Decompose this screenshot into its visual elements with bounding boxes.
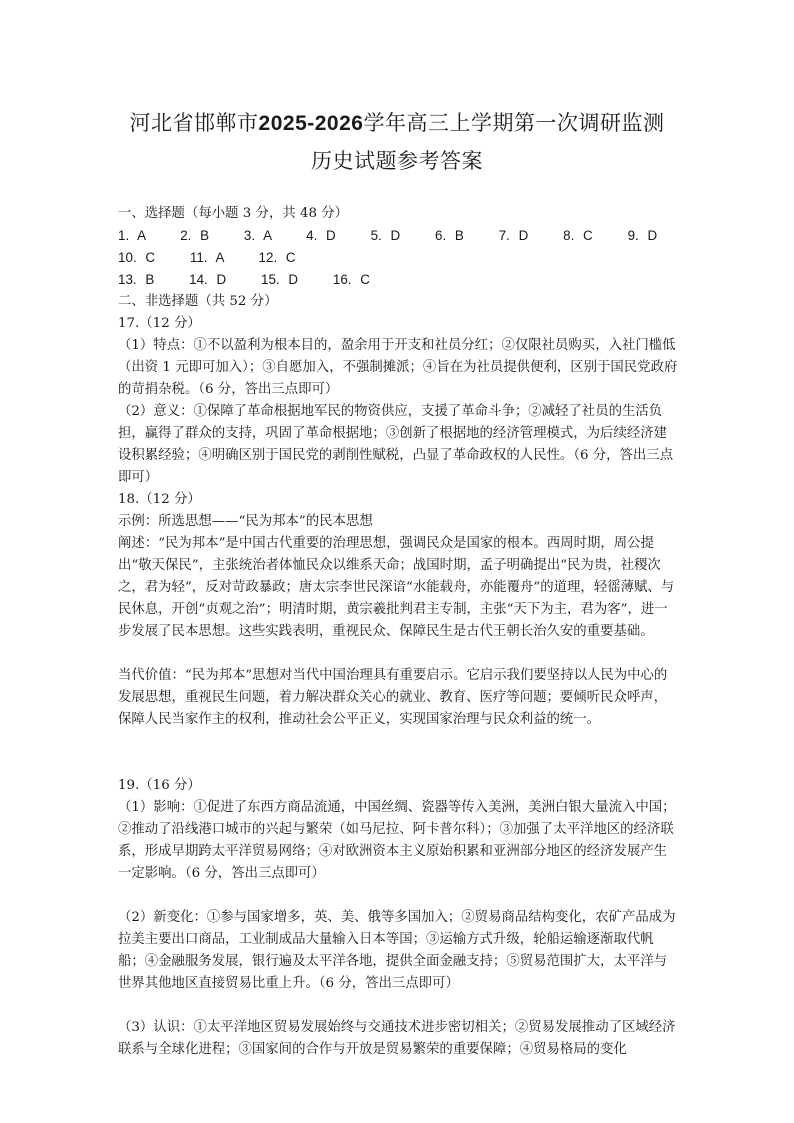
q18-heading: 18.（12 分）: [118, 492, 201, 507]
document-title: [0, 107, 794, 137]
q19-part2: （2）新变化：①参与国家增多，英、美、俄等多国加入；②贸易商品结构变化，农矿产品成为拉美主要出口商品，工业制成品大量输入日本等国；③运输方式升级，轮船运输逐渐取代帆船；④金融服务发展，银行遍及太平洋各地，提供全面金融支持；⑤贸易范围扩大，太平洋与世界其他地区直接贸易比重上升。（6 分，答出三点即可）: [118, 910, 676, 991]
q17-heading: 17.（12 分）: [118, 316, 201, 331]
title-suffix: 学年高三上学期第一次调研监测: [363, 111, 665, 135]
choice-answers-row-1: 1. A 2. B 3. A 4. D 5. D 6. B 7. D 8. C 9. D 10. C 11. A 12. C: [118, 228, 693, 265]
section2-heading: 二、非选择题（共 52 分）: [118, 294, 278, 309]
answer-content: [118, 203, 693, 1061]
q18-exposition: 阐述：“民为邦本”是中国古代重要的治理思想，强调民众是国家的根本。西周时期，周公提出“敬天保民”，主张统治者体恤民众以维系天命；战国时期，孟子明确提出“民为贵，社稷次之，君为轻”，反对苛政暴政；唐太宗李世民深谙“水能载舟，亦能覆舟”的道理，轻徭薄赋、与民休息，开创“贞观之治”；明清时期，黄宗羲批判君主专制，主张“天下为主，君为客”，进一步发展了民本思想。这些实践表明，重视民众、保障民生是古代王朝长治久安的重要基础。: [118, 536, 675, 639]
spacer: [118, 731, 678, 775]
title-prefix: 河北省邯郸市: [129, 111, 259, 135]
choice-answers-row-2: 13. B 14. D 15. D 16. C: [118, 272, 370, 287]
q18-example: 示例：所选思想——“民为邦本”的民本思想: [118, 514, 373, 529]
spacer: [118, 643, 678, 665]
title-years: 2025-2026: [258, 112, 364, 135]
q17-part2: （2）意义：①保障了革命根据地军民的物资供应，支援了革命斗争；②减轻了社员的生活负担，赢得了群众的支持，巩固了革命根据地；③创新了根据地的经济管理模式，为后续经济建设积累经验；④明确区别于国民党的剥削性赋税，凸显了革命政权的人民性。（6 分，答出三点即可）: [118, 404, 674, 485]
q17-part1: （1）特点：①不以盈利为根本目的，盈余用于开支和社员分红；②仅限社员购买，入社门槛低（出资 1 元即可加入）；③自愿加入，不强制摊派；④旨在为社员提供便利，区别于国民党政府的苛捐杂税。（6 分，答出三点即可）: [118, 338, 678, 397]
section1-heading: 一、选择题（每小题 3 分，共 48 分）: [118, 206, 349, 221]
spacer: [118, 885, 678, 907]
q19-part3: （3）认识：①太平洋地区贸易发展始终与交通技术进步密切相关；②贸易发展推动了区域经济联系与全球化进程；③国家间的合作与开放是贸易繁荣的重要保障；④贸易格局的变化: [118, 1020, 676, 1057]
q19-heading: 19.（16 分）: [118, 778, 201, 793]
q18-contemporary-value: 当代价值：“民为邦本”思想对当代中国治理具有重要启示。它启示我们要坚持以人民为中心的发展思想，重视民生问题，着力解决群众关心的就业、教育、医疗等问题；要倾听民众呼声，保障人民当家作主的权利，推动社会公平正义，实现国家治理与民众利益的统一。: [118, 668, 668, 727]
document-subtitle: 历史试题参考答案: [311, 149, 483, 173]
q19-part1: （1）影响：①促进了东西方商品流通，中国丝绸、瓷器等传入美洲，美洲白银大量流入中国；②推动了沿线港口城市的兴起与繁荣（如马尼拉、阿卡普尔科）；③加强了太平洋地区的经济联系，形成早期跨太平洋贸易网络；④对欧洲资本主义原始积累和亚洲部分地区的经济发展产生一定影响。（6 分，答出三点即可）: [118, 800, 676, 881]
spacer: [118, 995, 678, 1017]
